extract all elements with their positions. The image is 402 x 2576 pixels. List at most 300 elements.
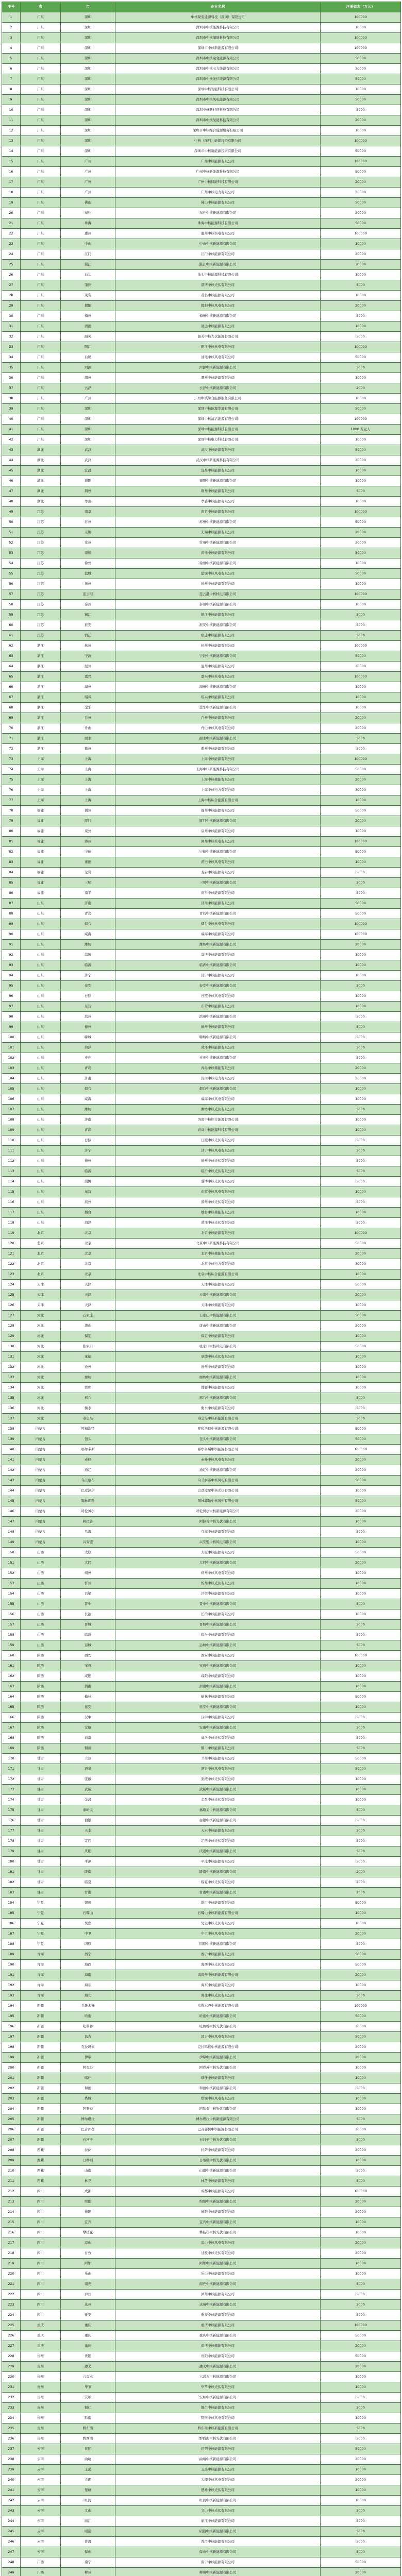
cell-registered-capital: 10000 bbox=[321, 497, 401, 507]
cell-province: 陕西 bbox=[21, 1671, 61, 1682]
cell-city: 金昌 bbox=[61, 1795, 115, 1805]
cell-city: 白银 bbox=[61, 1816, 115, 1826]
table-row bbox=[2, 157, 401, 167]
cell-registered-capital: 10000 bbox=[321, 1094, 401, 1105]
cell-registered-capital: 10000 bbox=[321, 2259, 401, 2269]
cell-company-name: 龙岩中核能源有限公司 bbox=[115, 868, 321, 878]
cell-index: 138 bbox=[2, 1424, 21, 1434]
cell-index: 87 bbox=[2, 899, 21, 909]
cell-index: 215 bbox=[2, 2217, 21, 2228]
cell-city: 上海 bbox=[61, 754, 115, 765]
table-row bbox=[2, 919, 401, 929]
table-row bbox=[2, 2310, 401, 2320]
cell-company-name: 德州中核光伏有限公司 bbox=[115, 1156, 321, 1166]
cell-province: 浙江 bbox=[21, 703, 61, 713]
table-row bbox=[2, 2073, 401, 2083]
cell-registered-capital: 50000 bbox=[321, 569, 401, 579]
cell-index: 28 bbox=[2, 291, 21, 301]
cell-company-name: 宝鸡中核新能源有限公司 bbox=[115, 1661, 321, 1671]
cell-index: 6 bbox=[2, 64, 21, 74]
cell-registered-capital: 50000 bbox=[321, 899, 401, 909]
cell-registered-capital: 100000 bbox=[321, 43, 401, 54]
cell-company-name: 北京中核储能有限公司 bbox=[115, 1249, 321, 1259]
cell-province: 广西 bbox=[21, 2557, 61, 2568]
cell-province: 四川 bbox=[21, 2207, 61, 2217]
cell-city: 深圳 bbox=[61, 136, 115, 146]
cell-registered-capital: 10000 bbox=[321, 971, 401, 981]
cell-city: 黔南 bbox=[61, 2413, 115, 2424]
cell-index: 152 bbox=[2, 1568, 21, 1579]
cell-city: 上海 bbox=[61, 765, 115, 775]
cell-city: 保定 bbox=[61, 1331, 115, 1342]
cell-province: 新疆 bbox=[21, 2032, 61, 2042]
table-row bbox=[2, 383, 401, 394]
cell-registered-capital: 20000 bbox=[321, 2248, 401, 2259]
cell-province: 内蒙古 bbox=[21, 1465, 61, 1476]
cell-province: 广东 bbox=[21, 54, 61, 64]
cell-index: 237 bbox=[2, 2444, 21, 2454]
cell-registered-capital: 20000 bbox=[321, 301, 401, 311]
table-row bbox=[2, 188, 401, 198]
cell-index: 174 bbox=[2, 1795, 21, 1805]
cell-city: 巴彦淖尔 bbox=[61, 1486, 115, 1496]
cell-index: 128 bbox=[2, 1321, 21, 1331]
table-row bbox=[2, 868, 401, 878]
cell-city: 泰州 bbox=[61, 600, 115, 610]
cell-city: 茂名 bbox=[61, 291, 115, 301]
cell-index: 18 bbox=[2, 188, 21, 198]
cell-city: 珠海 bbox=[61, 218, 115, 229]
table-row bbox=[2, 1671, 401, 1682]
cell-province: 山东 bbox=[21, 1136, 61, 1146]
cell-province: 江苏 bbox=[21, 507, 61, 517]
cell-city: 北京 bbox=[61, 1269, 115, 1280]
cell-city: 张掖 bbox=[61, 1774, 115, 1785]
cell-company-name: 普洱中核能源有限公司 bbox=[115, 2537, 321, 2547]
cell-company-name: 滨州中核新能源有限公司 bbox=[115, 1012, 321, 1022]
cell-registered-capital: 5000 bbox=[321, 1620, 401, 1630]
cell-index: 43 bbox=[2, 445, 21, 455]
table-row bbox=[2, 1609, 401, 1620]
cell-province: 山西 bbox=[21, 1568, 61, 1579]
cell-company-name: 深圳市中核风电能源有限公司 bbox=[115, 95, 321, 105]
cell-index: 15 bbox=[2, 157, 21, 167]
cell-index: 54 bbox=[2, 558, 21, 569]
table-row bbox=[2, 136, 401, 146]
cell-company-name: 上海中核新能源科技有限公司 bbox=[115, 765, 321, 775]
cell-province: 河北 bbox=[21, 1362, 61, 1372]
cell-city: 阿勒泰 bbox=[61, 2104, 115, 2114]
cell-province: 四川 bbox=[21, 2228, 61, 2238]
cell-city: 深圳 bbox=[61, 435, 115, 445]
enterprise-table bbox=[2, 2, 401, 2576]
cell-company-name: 重庆中核新能源有限公司 bbox=[115, 2331, 321, 2341]
cell-city: 铜川 bbox=[61, 1743, 115, 1754]
cell-city: 玉溪 bbox=[61, 2465, 115, 2475]
cell-province: 陕西 bbox=[21, 1713, 61, 1723]
cell-province: 广东 bbox=[21, 177, 61, 188]
cell-city: 石家庄 bbox=[61, 1311, 115, 1321]
cell-province: 青海 bbox=[21, 1950, 61, 1960]
table-row bbox=[2, 1805, 401, 1816]
cell-registered-capital: 5000 bbox=[321, 1043, 401, 1053]
table-row bbox=[2, 2444, 401, 2454]
cell-registered-capital: 5000 bbox=[321, 631, 401, 641]
cell-registered-capital: 5000 bbox=[321, 2403, 401, 2413]
cell-province: 山西 bbox=[21, 1548, 61, 1558]
table-row bbox=[2, 218, 401, 229]
cell-city: 太原 bbox=[61, 1548, 115, 1558]
cell-province: 贵州 bbox=[21, 2434, 61, 2444]
cell-province: 甘肃 bbox=[21, 1785, 61, 1795]
table-row bbox=[2, 981, 401, 991]
cell-province: 广东 bbox=[21, 280, 61, 291]
cell-index: 144 bbox=[2, 1486, 21, 1496]
table-row bbox=[2, 2094, 401, 2104]
cell-index: 13 bbox=[2, 136, 21, 146]
cell-registered-capital: 10000 bbox=[321, 321, 401, 332]
table-row bbox=[2, 1785, 401, 1795]
table-row bbox=[2, 909, 401, 919]
cell-index: 51 bbox=[2, 528, 21, 538]
cell-registered-capital: 20000 bbox=[321, 713, 401, 723]
cell-city: 南充 bbox=[61, 2279, 115, 2290]
cell-registered-capital: 5000 bbox=[321, 1218, 401, 1228]
cell-registered-capital: 50000 bbox=[321, 2557, 401, 2568]
cell-province: 山东 bbox=[21, 1043, 61, 1053]
cell-company-name: 北京中核综合能源有限公司 bbox=[115, 1269, 321, 1280]
cell-company-name: 福州中核能源有限公司 bbox=[115, 806, 321, 816]
cell-company-name: 深圳市中核新能源投资有限公司 bbox=[115, 146, 321, 157]
table-row bbox=[2, 785, 401, 795]
cell-index: 219 bbox=[2, 2259, 21, 2269]
table-row bbox=[2, 373, 401, 383]
cell-company-name: 上海中核电力有限公司 bbox=[115, 785, 321, 795]
cell-company-name: 和田中核新能源有限公司 bbox=[115, 2083, 321, 2094]
table-row bbox=[2, 249, 401, 260]
table-row bbox=[2, 2176, 401, 2187]
cell-company-name: 张掖中核光伏有限公司 bbox=[115, 1774, 321, 1785]
cell-registered-capital: 10000 bbox=[321, 2496, 401, 2506]
cell-city: 上海 bbox=[61, 795, 115, 806]
cell-company-name: 秦皇岛中核新能源有限公司 bbox=[115, 1414, 321, 1424]
cell-province: 山西 bbox=[21, 1599, 61, 1609]
cell-province: 宁夏 bbox=[21, 1919, 61, 1929]
cell-registered-capital: 20000 bbox=[321, 2022, 401, 2032]
cell-city: 拉萨 bbox=[61, 2145, 115, 2156]
cell-registered-capital: 10000 bbox=[321, 126, 401, 136]
cell-company-name: 淮安中核新能源有限公司 bbox=[115, 620, 321, 631]
cell-index: 75 bbox=[2, 775, 21, 785]
cell-company-name: 深圳市中核氢能科技有限公司 bbox=[115, 115, 321, 126]
table-row bbox=[2, 12, 401, 23]
cell-registered-capital: 50000 bbox=[321, 1239, 401, 1249]
table-row bbox=[2, 775, 401, 785]
cell-registered-capital: 10000 bbox=[321, 950, 401, 960]
table-row bbox=[2, 837, 401, 847]
cell-company-name: 梅州中核新能源有限公司 bbox=[115, 311, 321, 321]
cell-company-name: 厦门中核新能源有限公司 bbox=[115, 816, 321, 826]
cell-index: 211 bbox=[2, 2176, 21, 2187]
table-row bbox=[2, 2362, 401, 2372]
cell-registered-capital: 50000 bbox=[321, 1342, 401, 1352]
cell-registered-capital: 10000 bbox=[321, 692, 401, 703]
table-row bbox=[2, 301, 401, 311]
cell-registered-capital: 10000 bbox=[321, 1568, 401, 1579]
cell-index: 200 bbox=[2, 2063, 21, 2073]
cell-city: 潍坊 bbox=[61, 940, 115, 950]
cell-province: 四川 bbox=[21, 2279, 61, 2290]
cell-registered-capital: 5000 bbox=[321, 868, 401, 878]
table-row bbox=[2, 2485, 401, 2496]
cell-company-name: 成都中核能源有限公司 bbox=[115, 2187, 321, 2197]
table-row bbox=[2, 1692, 401, 1702]
cell-company-name: 酒泉中核风电有限公司 bbox=[115, 1764, 321, 1774]
cell-index: 181 bbox=[2, 1867, 21, 1877]
table-row bbox=[2, 2290, 401, 2300]
table-row bbox=[2, 672, 401, 682]
cell-company-name: 忻州中核光伏有限公司 bbox=[115, 1579, 321, 1589]
cell-company-name: 武威中核新能源有限公司 bbox=[115, 1785, 321, 1795]
cell-registered-capital: 5000 bbox=[321, 2176, 401, 2187]
cell-registered-capital: 2000 bbox=[321, 1867, 401, 1877]
table-row bbox=[2, 703, 401, 713]
cell-province: 新疆 bbox=[21, 2125, 61, 2135]
cell-city: 攀枝花 bbox=[61, 2228, 115, 2238]
cell-registered-capital: 10000 bbox=[321, 2094, 401, 2104]
cell-province: 贵州 bbox=[21, 2403, 61, 2413]
cell-registered-capital: 10000 bbox=[321, 1661, 401, 1671]
cell-city: 常州 bbox=[61, 538, 115, 548]
cell-province: 河北 bbox=[21, 1393, 61, 1403]
cell-index: 248 bbox=[2, 2557, 21, 2568]
cell-province: 云南 bbox=[21, 2547, 61, 2557]
table-row bbox=[2, 404, 401, 414]
table-row bbox=[2, 2145, 401, 2156]
cell-province: 内蒙古 bbox=[21, 1506, 61, 1517]
table-row bbox=[2, 2516, 401, 2527]
cell-index: 192 bbox=[2, 1980, 21, 1991]
table-row bbox=[2, 1723, 401, 1733]
cell-company-name: 保山中核新能源有限公司 bbox=[115, 2547, 321, 2557]
cell-city: 淄博 bbox=[61, 1177, 115, 1187]
cell-province: 山东 bbox=[21, 1094, 61, 1105]
cell-index: 11 bbox=[2, 115, 21, 126]
cell-index: 224 bbox=[2, 2310, 21, 2320]
table-row bbox=[2, 528, 401, 538]
cell-registered-capital: 50000 bbox=[321, 445, 401, 455]
cell-company-name: 襄阳中核新能源有限公司 bbox=[115, 476, 321, 486]
table-row bbox=[2, 229, 401, 239]
cell-registered-capital: 50000 bbox=[321, 1950, 401, 1960]
cell-index: 81 bbox=[2, 837, 21, 847]
cell-province: 新疆 bbox=[21, 2053, 61, 2063]
cell-city: 海南 bbox=[61, 1970, 115, 1980]
cell-city: 韶关 bbox=[61, 332, 115, 342]
cell-company-name: 吴忠中核光伏有限公司 bbox=[115, 1919, 321, 1929]
cell-company-name: 揭阳中核风电有限公司 bbox=[115, 301, 321, 311]
cell-registered-capital: 50000 bbox=[321, 1424, 401, 1434]
cell-city: 威海 bbox=[61, 1094, 115, 1105]
table-row bbox=[2, 2382, 401, 2393]
cell-registered-capital: 50000 bbox=[321, 2444, 401, 2454]
cell-index: 50 bbox=[2, 517, 21, 528]
cell-city: 铜仁 bbox=[61, 2403, 115, 2413]
table-row bbox=[2, 260, 401, 270]
cell-index: 29 bbox=[2, 301, 21, 311]
cell-city: 邯郸 bbox=[61, 1383, 115, 1393]
table-row bbox=[2, 1826, 401, 1836]
table-row bbox=[2, 2475, 401, 2485]
cell-city: 文山 bbox=[61, 2506, 115, 2516]
cell-province: 内蒙古 bbox=[21, 1486, 61, 1496]
cell-province: 天津 bbox=[21, 1300, 61, 1311]
cell-province: 新疆 bbox=[21, 2073, 61, 2083]
cell-company-name: 盐城中核风电有限公司 bbox=[115, 569, 321, 579]
cell-registered-capital: 20000 bbox=[321, 2125, 401, 2135]
cell-index: 132 bbox=[2, 1362, 21, 1372]
table-row bbox=[2, 1259, 401, 1269]
table-row bbox=[2, 1579, 401, 1589]
cell-index: 245 bbox=[2, 2527, 21, 2537]
cell-company-name: 威海中核风电有限公司 bbox=[115, 1094, 321, 1105]
table-row bbox=[2, 1465, 401, 1476]
cell-company-name: 乐山中核能源有限公司 bbox=[115, 2269, 321, 2279]
cell-company-name: 南京中核能源有限公司 bbox=[115, 507, 321, 517]
cell-province: 河北 bbox=[21, 1352, 61, 1362]
cell-index: 186 bbox=[2, 1919, 21, 1929]
cell-index: 232 bbox=[2, 2393, 21, 2403]
table-row bbox=[2, 878, 401, 888]
cell-registered-capital: 5000 bbox=[321, 1177, 401, 1187]
cell-city: 延安 bbox=[61, 1702, 115, 1713]
cell-registered-capital: 10000 bbox=[321, 1352, 401, 1362]
table-row bbox=[2, 1651, 401, 1661]
cell-index: 217 bbox=[2, 2238, 21, 2248]
cell-registered-capital: 5000 bbox=[321, 1816, 401, 1826]
cell-company-name: 石嘴山中核新能源有限公司 bbox=[115, 1908, 321, 1919]
cell-company-name: 遵义中核新能源有限公司 bbox=[115, 2362, 321, 2372]
cell-province: 广东 bbox=[21, 414, 61, 425]
cell-registered-capital: 50000 bbox=[321, 2331, 401, 2341]
cell-index: 239 bbox=[2, 2465, 21, 2475]
table-row bbox=[2, 1342, 401, 1352]
cell-registered-capital: 100000 bbox=[321, 507, 401, 517]
cell-index: 12 bbox=[2, 126, 21, 136]
cell-index: 229 bbox=[2, 2362, 21, 2372]
cell-city: 庆阳 bbox=[61, 1846, 115, 1857]
cell-city: 六盘水 bbox=[61, 2372, 115, 2382]
table-row bbox=[2, 2434, 401, 2444]
cell-company-name: 汕尾中核风电有限公司 bbox=[115, 352, 321, 363]
cell-index: 76 bbox=[2, 785, 21, 795]
cell-province: 福建 bbox=[21, 837, 61, 847]
cell-city: 包头 bbox=[61, 1434, 115, 1445]
cell-company-name: 武汉中核新能源科技有限公司 bbox=[115, 455, 321, 466]
cell-province: 河北 bbox=[21, 1403, 61, 1414]
cell-registered-capital: 5000 bbox=[321, 2279, 401, 2290]
cell-registered-capital: 5000 bbox=[321, 1939, 401, 1950]
cell-company-name: 阿勒泰中核光伏有限公司 bbox=[115, 2104, 321, 2114]
table-row bbox=[2, 1136, 401, 1146]
table-row bbox=[2, 991, 401, 1002]
cell-company-name: 青岛中核新能源有限公司 bbox=[115, 909, 321, 919]
cell-company-name: 中卫中核风电有限公司 bbox=[115, 1929, 321, 1939]
cell-registered-capital: 50000 bbox=[321, 1692, 401, 1702]
cell-city: 德州 bbox=[61, 1156, 115, 1166]
cell-city: 烟台 bbox=[61, 1084, 115, 1094]
table-row bbox=[2, 765, 401, 775]
cell-province: 贵州 bbox=[21, 2372, 61, 2382]
cell-index: 19 bbox=[2, 198, 21, 208]
cell-city: 汉中 bbox=[61, 1713, 115, 1723]
cell-city: 武汉 bbox=[61, 445, 115, 455]
table-row bbox=[2, 414, 401, 425]
cell-company-name: 广州中核储能科技有限公司 bbox=[115, 177, 321, 188]
cell-registered-capital: 50000 bbox=[321, 909, 401, 919]
cell-registered-capital: 10000 bbox=[321, 1671, 401, 1682]
cell-city: 大同 bbox=[61, 1558, 115, 1568]
cell-company-name: 邢台中核新能源有限公司 bbox=[115, 1393, 321, 1403]
cell-province: 陕西 bbox=[21, 1682, 61, 1692]
cell-company-name: 临夏中核光伏有限公司 bbox=[115, 1877, 321, 1888]
table-row bbox=[2, 394, 401, 404]
table-row bbox=[2, 2413, 401, 2424]
table-row bbox=[2, 1939, 401, 1950]
cell-registered-capital: 10000 bbox=[321, 2413, 401, 2424]
cell-company-name: 铜川中核能源有限公司 bbox=[115, 1743, 321, 1754]
cell-city: 甘孜 bbox=[61, 2248, 115, 2259]
cell-city: 北京 bbox=[61, 1239, 115, 1249]
table-row bbox=[2, 167, 401, 177]
cell-company-name: 中核（深圳）能源投资有限公司 bbox=[115, 136, 321, 146]
cell-city: 威海 bbox=[61, 929, 115, 940]
cell-company-name: 海南州中核新能源有限公司 bbox=[115, 1970, 321, 1980]
table-row bbox=[2, 1991, 401, 2001]
cell-city: 朔州 bbox=[61, 1568, 115, 1579]
cell-company-name: 绵阳中核新能源有限公司 bbox=[115, 2197, 321, 2207]
cell-city: 咸阳 bbox=[61, 1671, 115, 1682]
cell-province: 贵州 bbox=[21, 2424, 61, 2434]
cell-registered-capital: 10000 bbox=[321, 291, 401, 301]
cell-index: 103 bbox=[2, 1063, 21, 1074]
cell-company-name: 镇江中核能源有限公司 bbox=[115, 610, 321, 620]
cell-registered-capital: 10000 bbox=[321, 239, 401, 249]
table-row bbox=[2, 363, 401, 373]
table-row bbox=[2, 291, 401, 301]
cell-index: 92 bbox=[2, 950, 21, 960]
table-row bbox=[2, 754, 401, 765]
cell-index: 188 bbox=[2, 1939, 21, 1950]
cell-city: 金华 bbox=[61, 703, 115, 713]
cell-city: 深圳 bbox=[61, 12, 115, 23]
cell-registered-capital: 20000 bbox=[321, 1321, 401, 1331]
cell-index: 244 bbox=[2, 2516, 21, 2527]
header-city: 市 bbox=[61, 2, 115, 12]
cell-province: 山东 bbox=[21, 1053, 61, 1063]
cell-province: 甘肃 bbox=[21, 1867, 61, 1877]
cell-company-name: 泸州中核能源有限公司 bbox=[115, 2290, 321, 2300]
cell-company-name: 海西中核光伏有限公司 bbox=[115, 1960, 321, 1970]
table-row bbox=[2, 2166, 401, 2176]
table-row bbox=[2, 2135, 401, 2145]
cell-province: 山东 bbox=[21, 1063, 61, 1074]
cell-index: 26 bbox=[2, 270, 21, 280]
cell-registered-capital: 10000 bbox=[321, 1383, 401, 1393]
cell-province: 福建 bbox=[21, 888, 61, 899]
cell-city: 凉山 bbox=[61, 2238, 115, 2248]
cell-province: 甘肃 bbox=[21, 1795, 61, 1805]
